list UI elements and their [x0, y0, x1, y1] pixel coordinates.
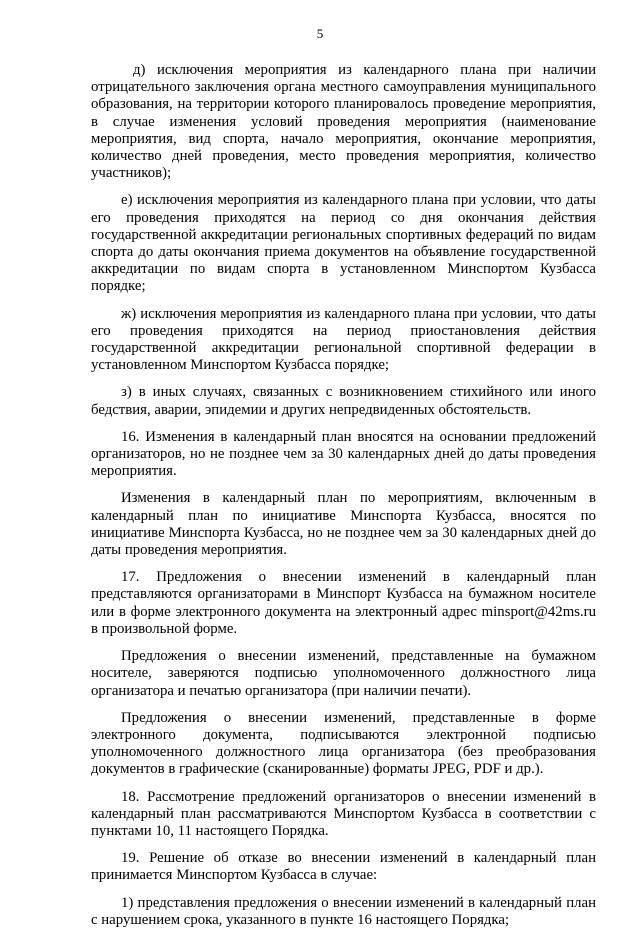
paragraph-19: 19. Решение об отказе во внесении изменений в календарный план принимается Минспортом Кузбасса в случае: — [91, 850, 596, 884]
paragraph-17: 17. Предложения о внесении изменений в календарный план представляются организаторами в Минспорт Кузбасса на бумажном носителе или в форме электронного документа на электронный адрес minsport@42ms.ru в произвольной форме. — [91, 569, 596, 637]
paragraph-19-1: 1) представления предложения о внесении изменений в календарный план с нарушением срока, указанного в пункте 16 настоящего Порядка; — [91, 894, 596, 928]
paragraph-e: е) исключения мероприятия из календарного плана при условии, что даты его проведения приходятся на период со дня окончания действия государственной аккредитации региональных спортивных федераций по видам спорта до даты окончания приема документов на объявление государственной аккредитации по видам спорта в установленном Минспортом Кузбасса порядке; — [91, 192, 596, 295]
paragraph-17-electronic: Предложения о внесении изменений, представленные в форме электронного документа, подписываются электронной подписью уполномоченного должностного лица организатора (без преобразования документов в графические (сканированные) форматы JPEG, PDF и др.). — [91, 709, 596, 778]
paragraph-d: д) исключения мероприятия из календарного плана при наличии отрицательного заключения органа местного самоуправления муниципального образования, на территории которого планировалось проведение мероприятия, в случае изменения условий проведения мероприятия (наименование мероприятия, вид спорта, начало мероприятия, окончание мероприятия, количество дней проведения, место проведения мероприятия, количество участников); — [91, 62, 596, 182]
paragraph-16-cont: Изменения в календарный план по мероприятиям, включенным в календарный план по инициативе Минспорта Кузбасса, вносятся по инициативе Минспорта Кузбасса, но не позднее чем за 30 календарных дней до даты проведения мероприятия. — [91, 490, 596, 559]
paragraph-18: 18. Рассмотрение предложений организаторов о внесении изменений в календарный план рассматриваются Минспортом Кузбасса в соответствии с пунктами 10, 11 настоящего Порядка. — [91, 788, 596, 839]
page-number: 5 — [316, 26, 324, 41]
paragraph-zh: ж) исключения мероприятия из календарного плана при условии, что даты его проведения приходятся на период приостановления действия государственной аккредитации региональной спортивной федерации в установленном Минспортом Кузбасса порядке; — [91, 305, 596, 374]
paragraph-z: з) в иных случаях, связанных с возникновением стихийного или иного бедствия, аварии, эпидемии и других непредвиденных обстоятельств. — [91, 384, 596, 418]
paragraph-17-paper: Предложения о внесении изменений, представленные на бумажном носителе, заверяются подписью уполномоченного должностного лица организатора и печатью организатора (при наличии печати). — [91, 648, 596, 699]
paragraph-16: 16. Изменения в календарный план вносятся на основании предложений организаторов, но не позднее чем за 30 календарных дней до даты проведения мероприятия. — [91, 428, 596, 480]
document-body — [91, 62, 596, 929]
